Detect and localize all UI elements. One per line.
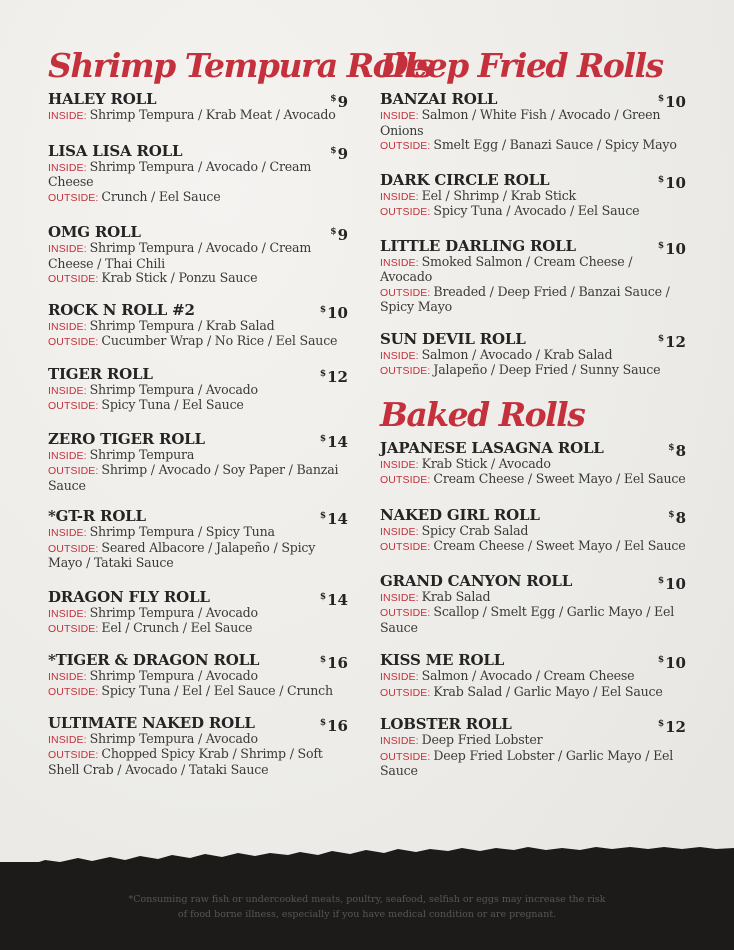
item-price xyxy=(668,507,686,527)
item-name: SUN DEVIL ROLL xyxy=(380,329,526,348)
item-inside-line xyxy=(48,108,348,124)
item-inside-line xyxy=(48,160,348,190)
menu-item xyxy=(380,507,686,555)
item-price xyxy=(320,302,348,322)
item-inside-ingredients: Shrimp Tempura / Avocado / Cream Cheese xyxy=(48,158,312,189)
item-price xyxy=(658,716,686,736)
item-outside-line xyxy=(380,472,686,488)
outside-label: OUTSIDE: xyxy=(380,140,431,152)
dollar-sign: $ xyxy=(319,368,327,379)
menu-item xyxy=(380,331,686,379)
price-value: 14 xyxy=(327,510,348,528)
dollar-sign: $ xyxy=(319,654,327,665)
item-outside-ingredients: Scallop / Smelt Egg / Garlic Mayo / Eel Sauce xyxy=(380,604,675,635)
item-inside-ingredients: Shrimp Tempura / Krab Salad xyxy=(89,317,275,333)
item-inside-line xyxy=(48,241,348,271)
item-outside-ingredients: Spicy Tuna / Eel / Eel Sauce / Crunch xyxy=(101,683,333,698)
item-name: ZERO TIGER ROLL xyxy=(48,429,205,448)
outside-label: OUTSIDE: xyxy=(48,336,99,348)
dollar-sign: $ xyxy=(657,333,665,344)
item-name: BANZAI ROLL xyxy=(380,90,498,108)
menu-item xyxy=(380,91,686,154)
item-outside-line xyxy=(48,334,348,350)
outside-label: OUTSIDE: xyxy=(48,542,99,555)
item-name: LITTLE DARLING ROLL xyxy=(380,236,576,255)
item-name: ROCK N ROLL #2 xyxy=(48,300,195,319)
item-inside-line xyxy=(380,255,686,285)
price-value: 9 xyxy=(337,93,348,111)
item-inside-line xyxy=(380,590,686,606)
item-outside-ingredients: Breaded / Deep Fried / Banzai Sauce / Spicy Mayo xyxy=(380,283,670,314)
item-inside-ingredients: Krab Salad xyxy=(421,588,491,604)
food-safety-disclaimer xyxy=(0,893,734,922)
item-inside-ingredients: Salmon / Avocado / Cream Cheese xyxy=(421,668,635,683)
outside-label: OUTSIDE: xyxy=(380,365,431,377)
item-outside-line xyxy=(48,541,348,571)
inside-label: INSIDE: xyxy=(380,671,419,683)
item-name: LISA LISA ROLL xyxy=(48,141,183,160)
item-inside-line xyxy=(380,669,686,685)
item-name: NAKED GIRL ROLL xyxy=(380,505,540,524)
item-price xyxy=(320,715,348,735)
inside-label: INSIDE: xyxy=(380,458,419,471)
outside-label: OUTSIDE: xyxy=(380,686,431,699)
item-outside-line xyxy=(48,684,348,700)
outside-label: OUTSIDE: xyxy=(48,686,99,698)
item-outside-ingredients: Crunch / Eel Sauce xyxy=(101,188,221,204)
price-value: 10 xyxy=(665,239,686,258)
item-inside-ingredients: Shrimp Tempura / Spicy Tuna xyxy=(89,524,275,539)
menu-item xyxy=(380,573,686,636)
item-name: HALEY ROLL xyxy=(48,90,157,108)
price-value: 12 xyxy=(327,367,348,386)
shrimp-tempura-section xyxy=(48,44,433,777)
item-inside-line xyxy=(380,733,686,749)
item-outside-line xyxy=(380,204,686,220)
item-outside-ingredients: Smelt Egg / Banazi Sauce / Spicy Mayo xyxy=(433,137,677,152)
item-inside-line xyxy=(48,732,348,748)
item-inside-ingredients: Salmon / White Fish / Avocado / Green Onions xyxy=(380,107,661,138)
menu-item xyxy=(380,652,686,700)
price-value: 12 xyxy=(665,718,686,736)
menu-item xyxy=(48,224,348,287)
item-name: OMG ROLL xyxy=(48,223,141,241)
dollar-sign: $ xyxy=(330,145,337,156)
price-value: 16 xyxy=(327,716,348,735)
price-value: 10 xyxy=(665,654,686,672)
price-value: 12 xyxy=(665,332,686,351)
item-name: JAPANESE LASAGNA ROLL xyxy=(380,438,604,457)
item-outside-line xyxy=(48,190,348,206)
dollar-sign: $ xyxy=(657,174,665,185)
inside-label: INSIDE: xyxy=(48,670,87,683)
dollar-sign: $ xyxy=(668,442,675,453)
item-outside-ingredients: Spicy Tuna / Eel Sauce xyxy=(101,397,244,412)
item-outside-ingredients: Chopped Spicy Krab / Shrimp / Soft Shell Crab / Avocado / Tataki Sauce xyxy=(48,746,323,777)
item-outside-ingredients: Spicy Tuna / Avocado / Eel Sauce xyxy=(433,203,640,218)
item-inside-ingredients: Eel / Shrimp / Krab Stick xyxy=(421,187,576,203)
outside-label: OUTSIDE: xyxy=(48,191,99,204)
item-inside-ingredients: Smoked Salmon / Cream Cheese / Avocado xyxy=(380,253,633,284)
item-name: GRAND CANYON ROLL xyxy=(380,571,573,590)
item-inside-line xyxy=(48,319,348,335)
price-value: 8 xyxy=(675,508,686,527)
item-outside-ingredients: Cream Cheese / Sweet Mayo / Eel Sauce xyxy=(433,471,686,486)
shrimp-tempura-list xyxy=(48,91,348,777)
price-value: 14 xyxy=(327,590,348,609)
item-name: *TIGER & DRAGON ROLL xyxy=(48,650,260,669)
item-price xyxy=(658,331,686,351)
section-title-baked: Baked Rolls xyxy=(380,394,585,434)
menu-item xyxy=(48,143,348,206)
item-inside-line xyxy=(380,524,686,540)
inside-label: INSIDE: xyxy=(48,449,87,462)
item-inside-line xyxy=(48,383,348,399)
inside-label: INSIDE: xyxy=(48,527,87,539)
item-inside-line xyxy=(48,525,348,541)
outside-label: OUTSIDE: xyxy=(380,286,431,299)
item-name: TIGER ROLL xyxy=(48,364,153,383)
inside-label: INSIDE: xyxy=(48,733,87,746)
item-price xyxy=(658,573,686,593)
item-outside-ingredients: Cream Cheese / Sweet Mayo / Eel Sauce xyxy=(433,538,686,553)
item-inside-ingredients: Krab Stick / Avocado xyxy=(421,455,551,471)
dollar-sign: $ xyxy=(657,575,665,586)
outside-label: OUTSIDE: xyxy=(48,465,99,477)
dollar-sign: $ xyxy=(330,227,337,237)
item-outside-line xyxy=(380,138,686,154)
item-name: *GT-R ROLL xyxy=(48,507,146,525)
price-value: 10 xyxy=(327,303,348,322)
dollar-sign: $ xyxy=(657,240,665,251)
item-inside-line xyxy=(380,348,686,364)
dollar-sign: $ xyxy=(319,433,327,444)
menu-item xyxy=(48,715,348,778)
baked-section xyxy=(380,393,686,779)
item-inside-ingredients: Shrimp Tempura / Avocado xyxy=(89,381,258,397)
item-name: LOBSTER ROLL xyxy=(380,715,512,733)
item-inside-ingredients: Deep Fried Lobster xyxy=(421,732,543,747)
inside-label: INSIDE: xyxy=(48,607,87,620)
item-outside-ingredients: Jalapeño / Deep Fried / Sunny Sauce xyxy=(433,362,661,377)
baked-list xyxy=(380,440,686,779)
price-value: 10 xyxy=(665,173,686,192)
inside-label: INSIDE: xyxy=(380,591,419,604)
inside-label: INSIDE: xyxy=(380,256,419,269)
inside-label: INSIDE: xyxy=(380,110,419,122)
inside-label: INSIDE: xyxy=(48,243,87,255)
outside-label: OUTSIDE: xyxy=(48,273,99,285)
dollar-sign: $ xyxy=(319,591,327,602)
outside-label: OUTSIDE: xyxy=(380,474,431,486)
item-inside-ingredients: Shrimp Tempura / Avocado xyxy=(89,604,258,620)
deep-fried-section xyxy=(380,44,686,379)
item-inside-ingredients: Shrimp Tempura / Avocado xyxy=(89,730,258,746)
dollar-sign: $ xyxy=(657,655,665,665)
menu-item xyxy=(48,91,348,124)
item-price xyxy=(320,652,348,672)
item-price xyxy=(658,172,686,192)
item-outside-line xyxy=(48,271,348,287)
menu-item xyxy=(380,172,686,220)
price-value: 9 xyxy=(337,144,348,163)
item-name: DRAGON FLY ROLL xyxy=(48,587,210,606)
price-value: 14 xyxy=(327,432,348,451)
item-inside-ingredients: Shrimp Tempura xyxy=(89,446,195,462)
dollar-sign: $ xyxy=(657,94,665,104)
inside-label: INSIDE: xyxy=(380,525,419,538)
outside-label: OUTSIDE: xyxy=(380,541,431,553)
item-outside-ingredients: Krab Stick / Ponzu Sauce xyxy=(101,270,258,285)
price-value: 8 xyxy=(675,441,686,460)
deep-fried-list xyxy=(380,91,686,379)
item-outside-line xyxy=(48,747,348,777)
item-price xyxy=(320,589,348,609)
item-outside-line xyxy=(380,605,686,635)
item-price xyxy=(330,91,348,111)
item-price xyxy=(658,652,686,672)
menu-item xyxy=(48,508,348,571)
inside-label: INSIDE: xyxy=(380,735,419,747)
inside-label: INSIDE: xyxy=(380,349,419,362)
dollar-sign: $ xyxy=(319,717,327,728)
item-outside-ingredients: Deep Fried Lobster / Garlic Mayo / Eel Sauce xyxy=(380,747,674,778)
item-price xyxy=(658,91,686,111)
outside-label: OUTSIDE: xyxy=(48,749,99,761)
item-inside-ingredients: Salmon / Avocado / Krab Salad xyxy=(421,346,613,362)
item-outside-line xyxy=(380,539,686,555)
price-value: 9 xyxy=(337,226,348,244)
inside-label: INSIDE: xyxy=(380,190,419,203)
price-value: 16 xyxy=(327,653,348,672)
menu-item xyxy=(380,716,686,779)
price-value: 10 xyxy=(665,574,686,593)
outside-label: OUTSIDE: xyxy=(380,607,431,619)
item-inside-ingredients: Shrimp Tempura / Avocado xyxy=(89,667,258,683)
item-inside-line xyxy=(380,189,686,205)
item-outside-line xyxy=(380,685,686,701)
item-name: ULTIMATE NAKED ROLL xyxy=(48,713,255,732)
item-name: DARK CIRCLE ROLL xyxy=(380,170,550,189)
dollar-sign: $ xyxy=(668,509,675,520)
disclaimer-line-2: of food borne illness, especially if you have medical condition or are pregnant. xyxy=(177,908,557,920)
outside-label: OUTSIDE: xyxy=(380,206,431,218)
section-title-deep-fried: Deep Fried Rolls xyxy=(380,46,663,85)
disclaimer-line-1: *Consuming raw fish or undercooked meats, poultry, seafood, selfish or eggs may increase the risk xyxy=(128,894,606,905)
item-inside-line xyxy=(380,457,686,473)
menu-item xyxy=(48,431,348,494)
item-outside-line xyxy=(380,285,686,315)
item-outside-ingredients: Krab Salad / Garlic Mayo / Eel Sauce xyxy=(433,683,663,699)
item-outside-ingredients: Shrimp / Avocado / Soy Paper / Banzai Sauce xyxy=(48,462,339,493)
inside-label: INSIDE: xyxy=(48,384,87,397)
dollar-sign: $ xyxy=(330,94,337,104)
item-price xyxy=(668,440,686,460)
item-price xyxy=(330,143,348,163)
item-outside-line xyxy=(380,749,686,779)
section-title-shrimp-tempura: Shrimp Tempura Rolls xyxy=(48,46,433,85)
item-inside-line xyxy=(48,669,348,685)
item-inside-line xyxy=(380,108,686,138)
dollar-sign: $ xyxy=(319,511,327,521)
item-outside-ingredients: Eel / Crunch / Eel Sauce xyxy=(101,620,253,635)
item-outside-line xyxy=(48,621,348,637)
item-outside-ingredients: Cucumber Wrap / No Rice / Eel Sauce xyxy=(101,333,338,348)
outside-label: OUTSIDE: xyxy=(380,750,431,763)
item-price xyxy=(330,224,348,244)
inside-label: INSIDE: xyxy=(48,110,87,122)
item-price xyxy=(320,431,348,451)
inside-label: INSIDE: xyxy=(48,161,87,174)
item-outside-line xyxy=(48,398,348,414)
outside-label: OUTSIDE: xyxy=(48,400,99,412)
item-price xyxy=(320,508,348,528)
menu-item xyxy=(48,366,348,414)
item-outside-ingredients: Seared Albacore / Jalapeño / Spicy Mayo / Tataki Sauce xyxy=(48,539,316,570)
item-inside-line xyxy=(48,606,348,622)
item-outside-line xyxy=(380,363,686,379)
menu-item xyxy=(48,302,348,350)
item-inside-ingredients: Shrimp Tempura / Krab Meat / Avocado xyxy=(89,107,336,122)
item-price xyxy=(320,366,348,386)
dollar-sign: $ xyxy=(657,719,665,729)
outside-label: OUTSIDE: xyxy=(48,623,99,635)
item-outside-line xyxy=(48,463,348,493)
item-inside-ingredients: Spicy Crab Salad xyxy=(421,522,529,538)
menu-item xyxy=(380,440,686,488)
item-name: KISS ME ROLL xyxy=(380,651,505,669)
right-column xyxy=(380,44,686,779)
menu-item xyxy=(48,652,348,700)
item-inside-ingredients: Shrimp Tempura / Avocado / Cream Cheese / Thai Chili xyxy=(48,240,312,271)
menu-item xyxy=(380,238,686,315)
dollar-sign: $ xyxy=(319,304,327,315)
price-value: 10 xyxy=(665,93,686,111)
item-inside-line xyxy=(48,448,348,464)
item-price xyxy=(658,238,686,258)
inside-label: INSIDE: xyxy=(48,320,87,333)
menu-item xyxy=(48,589,348,637)
